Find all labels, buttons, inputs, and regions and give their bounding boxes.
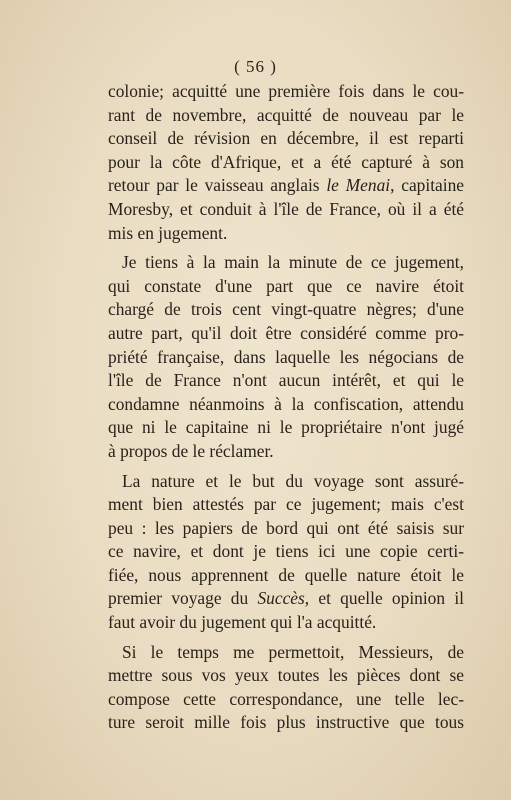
text-line: conseil de révision en décembre, il est reparti bbox=[108, 128, 464, 149]
text-line: priété française, dans laquelle les négocians de bbox=[108, 346, 464, 367]
text-line: chargé de trois cent vingt-quatre nègres; d'une bbox=[108, 299, 464, 320]
paragraph-3 bbox=[108, 470, 464, 635]
text-line: pour la côte d'Afrique, et a été capturé à son bbox=[108, 151, 464, 172]
text-line: rant de novembre, acquitté de nouveau par le bbox=[108, 104, 464, 125]
text-line: peu : les papiers de bord qui ont été saisis sur bbox=[108, 517, 464, 538]
paragraph-4 bbox=[108, 641, 464, 735]
text-line: fiée, nous apprennent de quelle nature étoit le bbox=[108, 564, 464, 585]
ship-name-menai: le Menai bbox=[326, 175, 391, 196]
text-segment: retour par le vaisseau anglais bbox=[108, 175, 327, 196]
page-number: ( 56 ) bbox=[234, 57, 277, 76]
text-line: ment bien attestés par ce jugement; mais c'est bbox=[108, 494, 464, 515]
text-line: à propos de le réclamer. bbox=[108, 440, 274, 461]
text-segment: premier voyage du bbox=[108, 588, 258, 609]
text-line: La nature et le but du voyage sont assuré- bbox=[122, 470, 464, 491]
text-line: ture seroit mille fois plus instructive que tous bbox=[108, 712, 464, 733]
body-text bbox=[108, 80, 464, 741]
text-line: qui constate d'une part que ce navire étoit bbox=[108, 275, 464, 296]
text-segment: , capitaine bbox=[390, 175, 464, 196]
text-line: mis en jugement. bbox=[108, 222, 228, 243]
text-line: Si le temps me permettoit, Messieurs, de bbox=[122, 641, 464, 662]
text-line: l'île de France n'ont aucun intérêt, et qui le bbox=[108, 370, 464, 391]
text-line: ce navire, et dont je tiens ici une copie certi- bbox=[108, 541, 464, 562]
paragraph-2 bbox=[108, 251, 464, 463]
text-line: Moresby, et conduit à l'île de France, où il a été bbox=[108, 198, 464, 219]
text-line bbox=[108, 587, 464, 611]
text-line: colonie; acquitté une première fois dans le cou- bbox=[108, 81, 464, 101]
ship-name-succes: Succès bbox=[257, 588, 305, 609]
text-line bbox=[108, 174, 464, 198]
text-line: condamne néanmoins à la confiscation, attendu bbox=[108, 393, 464, 414]
paragraph-1 bbox=[108, 80, 464, 245]
text-line: autre part, qu'il doit être considéré comme pro- bbox=[108, 322, 464, 343]
text-line: faut avoir du jugement qui l'a acquitté. bbox=[108, 612, 377, 633]
text-segment: , et quelle opinion il bbox=[304, 588, 464, 609]
text-line: compose cette correspondance, une telle lec- bbox=[108, 688, 464, 709]
text-line: mettre sous vos yeux toutes les pièces dont se bbox=[108, 665, 464, 686]
text-line: que ni le capitaine ni le propriétaire n'ont jugé bbox=[108, 417, 464, 438]
text-line: Je tiens à la main la minute de ce jugement, bbox=[122, 252, 464, 273]
